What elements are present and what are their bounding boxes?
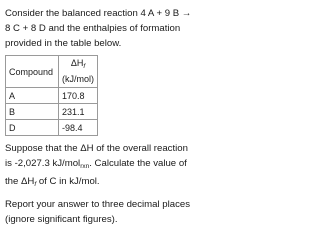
instruction-text [5, 197, 193, 227]
compound-cell: D [6, 120, 59, 136]
enthalpy-table [5, 55, 98, 136]
compound-cell: B [6, 104, 59, 120]
rxn-subscript: rxn [80, 163, 90, 170]
question-line-2-post: . Calculate the value of [89, 158, 187, 169]
compound-header: Compound [6, 56, 59, 88]
question-line-3-pre: the ΔH [5, 176, 35, 187]
delta-h-symbol: ΔH [70, 58, 84, 68]
instruction-line-1: Report your answer to three decimal places [5, 199, 191, 210]
compound-cell: A [6, 88, 59, 104]
f-subscript: f [34, 181, 37, 188]
enthalpy-cell: -98.4 [59, 120, 98, 136]
question-line-3-post: of C in kJ/mol. [36, 176, 100, 187]
question-line-2-pre: is -2,027.3 kJ/mol [5, 158, 81, 169]
table-row [6, 88, 98, 104]
intro-line-3: provided in the table below. [5, 38, 122, 49]
enthalpy-header [59, 56, 98, 88]
enthalpy-cell: 231.1 [59, 104, 98, 120]
table-row [6, 104, 98, 120]
question-text [5, 141, 193, 192]
table-header-row [6, 56, 98, 88]
delta-h-subscript: f [83, 63, 86, 70]
question-line-1: Suppose that the ΔH of the overall reaction [5, 143, 188, 154]
intro-line-2: 8 C + 8 D and the enthalpies of formation [5, 23, 181, 34]
enthalpy-cell: 170.8 [59, 88, 98, 104]
instruction-line-2: (ignore significant figures). [5, 214, 118, 225]
table-row [6, 120, 98, 136]
reaction-description [5, 6, 193, 51]
enthalpy-unit: (kJ/mol) [62, 74, 94, 84]
intro-line-1: Consider the balanced reaction 4 A + 9 B → [5, 8, 192, 19]
